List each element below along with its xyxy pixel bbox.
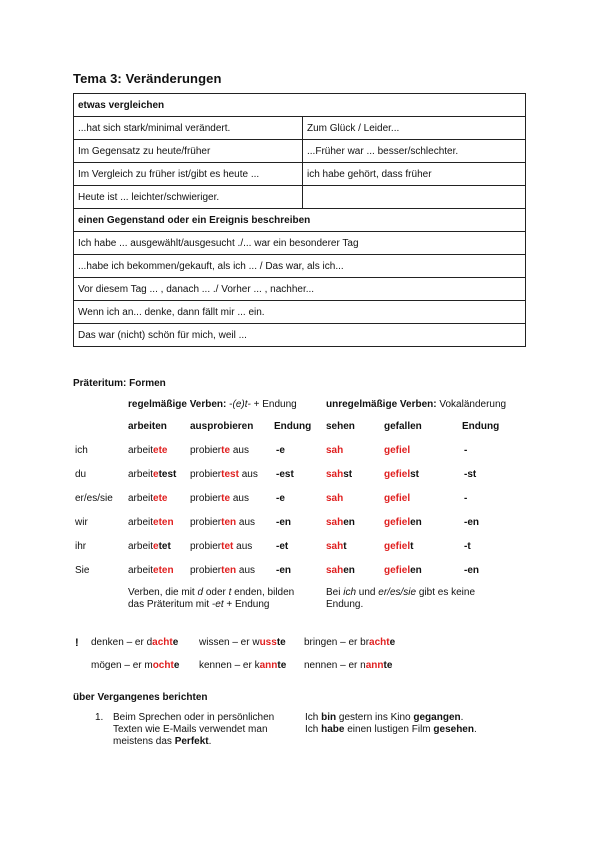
text-part: aus — [230, 493, 249, 504]
form-gefallen — [384, 493, 410, 504]
text-part: kennen – er k — [199, 660, 260, 671]
form-arbeiten — [128, 445, 167, 456]
text-part: wissen – er w — [199, 637, 260, 648]
form-sehen — [326, 541, 347, 552]
text-part: mögen – er m — [91, 660, 153, 671]
attention-mark: ! — [75, 637, 79, 649]
form-arbeiten — [128, 493, 167, 504]
mixed-verb-item — [91, 637, 178, 648]
perfekt-examples: Ich bin gestern ins Kino gegangen. Ich habe einen lustigen Film gesehen. — [305, 712, 477, 735]
phrase-cell: ich habe gehört, dass früher — [303, 163, 526, 186]
text-part: te — [276, 637, 286, 648]
text-part: probier — [190, 565, 222, 576]
text-part: gefiel — [384, 493, 411, 504]
form-sehen — [326, 445, 343, 456]
text-part: acht — [369, 637, 390, 648]
text-part: eten — [153, 517, 174, 528]
text-part: sah — [326, 565, 344, 576]
form-sehen — [326, 493, 343, 504]
pronoun: wir — [75, 517, 88, 528]
ending-regular: -est — [276, 469, 294, 480]
regular-verbs-label: regelmäßige Verben: -(e)t- + Endung — [128, 399, 297, 410]
text-part: gefiel — [384, 565, 411, 576]
text-part: gefiel — [384, 445, 411, 456]
phrase-cell: Im Vergleich zu früher ist/gibt es heute ... — [74, 163, 303, 186]
ending-regular: -en — [276, 517, 291, 528]
form-ausprobieren — [190, 541, 252, 552]
text-part: te — [383, 660, 393, 671]
phrase-cell: ...hat sich stark/minimal verändert. — [74, 117, 303, 140]
ending-irregular: - — [464, 445, 468, 456]
phrase-table — [73, 93, 526, 347]
text-part: tet — [221, 541, 234, 552]
mixed-verb-item — [199, 637, 286, 648]
text-part: probier — [190, 493, 222, 504]
text-part: e — [153, 469, 159, 480]
list-number: 1. — [95, 712, 104, 723]
text-part: ete — [153, 445, 168, 456]
text-part: arbeit — [128, 541, 154, 552]
text-part: en — [410, 565, 422, 576]
form-arbeiten — [128, 469, 176, 480]
text-part: aus — [230, 445, 249, 456]
form-arbeiten — [128, 541, 171, 552]
form-ausprobieren — [190, 469, 258, 480]
text-part: ann — [259, 660, 278, 671]
form-gefallen — [384, 517, 422, 528]
irregular-verbs-label: unregelmäßige Verben: Vokaländerung — [326, 399, 507, 410]
text-part: e — [173, 660, 180, 671]
mixed-verb-item — [91, 660, 179, 671]
text-part: arbeit — [128, 445, 154, 456]
form-sehen — [326, 517, 355, 528]
form-sehen — [326, 565, 355, 576]
column-header: arbeiten — [128, 421, 167, 432]
pronoun: du — [75, 469, 87, 480]
text-part: aus — [236, 517, 256, 528]
text-part: te — [277, 660, 287, 671]
column-header: Endung — [462, 421, 500, 432]
text-part: tet — [158, 541, 171, 552]
text-part: e — [172, 637, 179, 648]
phrase-cell: Ich habe ... ausgewählt/ausgesucht ./... war ein besonderer Tag — [74, 232, 526, 255]
ending-regular: -et — [276, 541, 289, 552]
text-part: t — [343, 541, 347, 552]
text-part: gefiel — [384, 469, 411, 480]
form-ausprobieren — [190, 493, 249, 504]
text-part: en — [343, 565, 355, 576]
text-part: test — [221, 469, 239, 480]
form-arbeiten — [128, 565, 174, 576]
phrase-cell: Zum Glück / Leider... — [303, 117, 526, 140]
past-heading: über Vergangenes berichten — [73, 692, 208, 703]
text-part: te — [221, 445, 231, 456]
phrase-cell: Im Gegensatz zu heute/früher — [74, 140, 303, 163]
section-header: einen Gegenstand oder ein Ereignis beschreiben — [74, 209, 526, 232]
text-part: arbeit — [128, 469, 154, 480]
ending-irregular: -en — [464, 517, 479, 528]
perfekt-explanation: Beim Sprechen oder in persönlichen Texten wie E-Mails verwendet man meistens das Perfekt. — [113, 712, 275, 747]
text-part: en — [410, 517, 422, 528]
text-part: probier — [190, 517, 222, 528]
text-part: acht — [152, 637, 173, 648]
phrase-cell: ...Früher war ... besser/schlechter. — [303, 140, 526, 163]
pronoun: Sie — [75, 565, 90, 576]
text-part: uss — [259, 637, 277, 648]
text-part: bringen – er br — [304, 637, 370, 648]
column-header: ausprobieren — [190, 421, 254, 432]
column-header: Endung — [274, 421, 312, 432]
phrase-cell: Heute ist ... leichter/schwieriger. — [74, 186, 303, 209]
text-part: aus — [236, 565, 256, 576]
text-part: test — [158, 469, 177, 480]
form-ausprobieren — [190, 517, 255, 528]
text-part: probier — [190, 541, 222, 552]
text-part: en — [343, 517, 355, 528]
ending-irregular: -st — [464, 469, 477, 480]
text-part: st — [410, 469, 420, 480]
text-part: gefiel — [384, 517, 411, 528]
form-arbeiten — [128, 517, 174, 528]
text-part: sah — [326, 541, 344, 552]
text-part: sah — [326, 493, 344, 504]
text-part: arbeit — [128, 517, 154, 528]
form-gefallen — [384, 445, 410, 456]
text-part: denken – er d — [91, 637, 153, 648]
form-gefallen — [384, 469, 419, 480]
text-part: sah — [326, 469, 344, 480]
page-title: Tema 3: Veränderungen — [73, 71, 222, 86]
pronoun: er/es/sie — [75, 493, 113, 504]
phrase-cell: Vor diesem Tag ... , danach ... ./ Vorher ... , nachher... — [74, 278, 526, 301]
praeteritum-heading: Präteritum: Formen — [73, 378, 166, 389]
phrase-cell: Wenn ich an... denke, dann fällt mir ... ein. — [74, 301, 526, 324]
text-part: st — [343, 469, 353, 480]
text-part: ann — [365, 660, 384, 671]
text-part: ten — [221, 565, 237, 576]
text-part: e — [389, 637, 396, 648]
text-part: t — [410, 541, 414, 552]
text-part: aus — [233, 541, 253, 552]
ending-regular: -e — [276, 493, 285, 504]
mixed-verb-item — [304, 660, 392, 671]
phrase-cell: Das war (nicht) schön für mich, weil ... — [74, 324, 526, 347]
ending-regular: -e — [276, 445, 285, 456]
ending-irregular: -t — [464, 541, 471, 552]
text-part: nennen – er n — [304, 660, 366, 671]
text-part: e — [153, 541, 159, 552]
mixed-verb-item — [199, 660, 286, 671]
form-sehen — [326, 469, 352, 480]
form-gefallen — [384, 541, 413, 552]
ending-irregular: -en — [464, 565, 479, 576]
form-gefallen — [384, 565, 422, 576]
text-part: sah — [326, 517, 344, 528]
phrase-cell: ...habe ich bekommen/gekauft, als ich ... / Das war, als ich... — [74, 255, 526, 278]
text-part: arbeit — [128, 565, 154, 576]
text-part: gefiel — [384, 541, 411, 552]
ending-irregular: - — [464, 493, 468, 504]
form-ausprobieren — [190, 565, 255, 576]
text-part: ten — [221, 517, 237, 528]
text-part: probier — [190, 445, 222, 456]
pronoun: ihr — [75, 541, 87, 552]
form-ausprobieren — [190, 445, 249, 456]
text-part: ocht — [152, 660, 174, 671]
text-part: sah — [326, 445, 344, 456]
note-regular: Verben, die mit d oder t enden, bilden das Präteritum mit -et + Endung — [128, 587, 295, 610]
column-header: sehen — [326, 421, 355, 432]
text-part: probier — [190, 469, 222, 480]
text-part: ete — [153, 493, 168, 504]
text-part: eten — [153, 565, 174, 576]
text-part: te — [221, 493, 231, 504]
mixed-verb-item — [304, 637, 395, 648]
pronoun: ich — [75, 445, 88, 456]
note-irregular: Bei ich und er/es/sie gibt es keine Endung. — [326, 587, 476, 610]
phrase-cell — [303, 186, 526, 209]
text-part: aus — [238, 469, 258, 480]
column-header: gefallen — [384, 421, 422, 432]
ending-regular: -en — [276, 565, 291, 576]
section-header: etwas vergleichen — [74, 94, 526, 117]
text-part: arbeit — [128, 493, 154, 504]
